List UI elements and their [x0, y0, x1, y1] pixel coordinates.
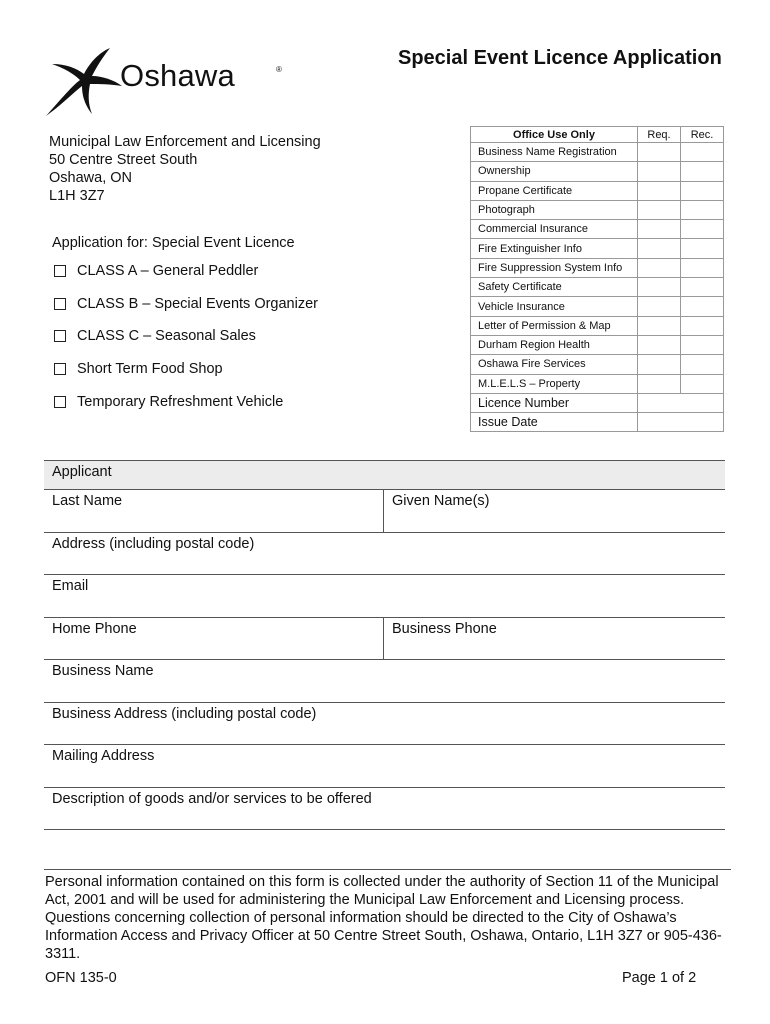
req-cell[interactable]: [638, 278, 681, 297]
item-label: Safety Certificate: [471, 278, 638, 297]
privacy-statement: Personal information contained on this form is collected under the authority of Section 11 of the Municipal Act, 2001 and will be used for administering the Municipal Law Enforcement and Licensing process. Questions concerning collection of personal information should be directed to the City of Oshawa’s Information Access and Privacy Officer at 50 Centre Street South, Oshawa, Ontario, L1H 3Z7 or 905-436-3311.: [45, 874, 722, 962]
office-use-heading: Office Use Only: [471, 127, 638, 143]
rec-cell[interactable]: [681, 278, 724, 297]
oshawa-logo: [44, 46, 282, 118]
business-address-row: [44, 703, 725, 746]
option-class-c[interactable]: [54, 328, 256, 344]
business-phone-field[interactable]: Business Phone: [392, 620, 497, 637]
table-row: [471, 278, 724, 297]
issue-date-label: Issue Date: [471, 413, 638, 432]
phone-row: [44, 618, 725, 661]
table-row: [471, 335, 724, 354]
option-label: CLASS A – General Peddler: [77, 263, 259, 279]
table-row: [471, 258, 724, 277]
mailing-address-field[interactable]: Mailing Address: [52, 748, 155, 764]
checkbox[interactable]: [54, 265, 66, 277]
col-rec: Rec.: [681, 127, 724, 143]
rec-cell[interactable]: [681, 374, 724, 393]
email-field[interactable]: Email: [52, 578, 89, 594]
item-label: Vehicle Insurance: [471, 297, 638, 316]
item-label: Letter of Permission & Map: [471, 316, 638, 335]
last-name-field[interactable]: Last Name: [44, 490, 384, 532]
logo-wordmark: Oshawa: [120, 58, 235, 93]
req-cell[interactable]: [638, 200, 681, 219]
req-cell[interactable]: [638, 374, 681, 393]
email-row: [44, 575, 725, 618]
address-line-city: Oshawa, ON: [49, 170, 132, 186]
req-cell[interactable]: [638, 335, 681, 354]
home-phone-field[interactable]: Home Phone: [44, 618, 384, 660]
issue-date-row: [471, 413, 724, 432]
mailing-address-row: [44, 745, 725, 788]
page-number: Page 1 of 2: [622, 970, 697, 986]
col-req: Req.: [638, 127, 681, 143]
item-label: Business Name Registration: [471, 143, 638, 162]
option-class-a[interactable]: [54, 263, 258, 279]
rec-cell[interactable]: [681, 316, 724, 335]
req-cell[interactable]: [638, 162, 681, 181]
licence-number-field[interactable]: [638, 393, 724, 412]
name-row: [44, 490, 725, 533]
req-cell[interactable]: [638, 355, 681, 374]
option-temporary-refreshment-vehicle[interactable]: [54, 394, 283, 410]
req-cell[interactable]: [638, 297, 681, 316]
table-row: [471, 143, 724, 162]
table-row: [471, 162, 724, 181]
option-label: Short Term Food Shop: [77, 361, 223, 377]
rec-cell[interactable]: [681, 181, 724, 200]
item-label: Durham Region Health: [471, 335, 638, 354]
item-label: Commercial Insurance: [471, 220, 638, 239]
registered-mark: ®: [276, 65, 282, 74]
req-cell[interactable]: [638, 143, 681, 162]
application-for-label: Application for: Special Event Licence: [52, 235, 295, 251]
item-label: Photograph: [471, 200, 638, 219]
address-field[interactable]: Address (including postal code): [52, 535, 255, 552]
given-names-field[interactable]: Given Name(s): [392, 493, 490, 509]
item-label: Fire Extinguisher Info: [471, 239, 638, 258]
item-label: Oshawa Fire Services: [471, 355, 638, 374]
business-name-field[interactable]: Business Name: [52, 663, 154, 679]
applicant-form: [44, 460, 725, 830]
table-row: [471, 297, 724, 316]
divider: [44, 869, 731, 870]
licence-number-label: Licence Number: [471, 393, 638, 412]
business-address-field[interactable]: Business Address (including postal code): [52, 705, 317, 722]
option-label: Temporary Refreshment Vehicle: [77, 394, 284, 410]
table-row: [471, 200, 724, 219]
option-class-b[interactable]: [54, 296, 318, 312]
table-row: [471, 316, 724, 335]
oshawa-star-icon: [44, 46, 124, 118]
rec-cell[interactable]: [681, 162, 724, 181]
checkbox[interactable]: [54, 330, 66, 342]
issue-date-field[interactable]: [638, 413, 724, 432]
table-row: [471, 239, 724, 258]
checkbox[interactable]: [54, 363, 66, 375]
checkbox[interactable]: [54, 396, 66, 408]
office-use-table: [470, 126, 724, 432]
address-line-postal: L1H 3Z7: [49, 188, 105, 204]
item-label: Ownership: [471, 162, 638, 181]
applicant-section-header: [44, 461, 725, 490]
address-line-street: 50 Centre Street South: [49, 152, 198, 168]
checkbox[interactable]: [54, 298, 66, 310]
rec-cell[interactable]: [681, 200, 724, 219]
description-row: [44, 788, 725, 831]
option-label: CLASS B – Special Events Organizer: [77, 296, 318, 312]
item-label: M.L.E.L.S – Property: [471, 374, 638, 393]
req-cell[interactable]: [638, 239, 681, 258]
description-field[interactable]: Description of goods and/or services to be offered: [52, 790, 372, 807]
business-name-row: [44, 660, 725, 703]
rec-cell[interactable]: [681, 335, 724, 354]
req-cell[interactable]: [638, 258, 681, 277]
req-cell[interactable]: [638, 181, 681, 200]
item-label: Propane Certificate: [471, 181, 638, 200]
address-row: [44, 533, 725, 576]
item-label: Fire Suppression System Info: [471, 258, 638, 277]
table-row: [471, 374, 724, 393]
office-address: [49, 133, 321, 205]
rec-cell[interactable]: [681, 355, 724, 374]
table-row: [471, 181, 724, 200]
table-row: [471, 355, 724, 374]
licence-number-row: [471, 393, 724, 412]
address-line-department: Municipal Law Enforcement and Licensing: [49, 134, 321, 150]
rec-cell[interactable]: [681, 220, 724, 239]
rec-cell[interactable]: [681, 239, 724, 258]
rec-cell[interactable]: [681, 297, 724, 316]
rec-cell[interactable]: [681, 143, 724, 162]
rec-cell[interactable]: [681, 258, 724, 277]
req-cell[interactable]: [638, 220, 681, 239]
option-label: CLASS C – Seasonal Sales: [77, 328, 256, 344]
form-number: OFN 135-0: [45, 970, 117, 986]
table-header-row: [471, 127, 724, 143]
req-cell[interactable]: [638, 316, 681, 335]
table-row: [471, 220, 724, 239]
page-title: Special Event Licence Application: [398, 47, 722, 69]
option-short-term-food-shop[interactable]: [54, 361, 223, 377]
applicant-heading: Applicant: [52, 464, 112, 480]
